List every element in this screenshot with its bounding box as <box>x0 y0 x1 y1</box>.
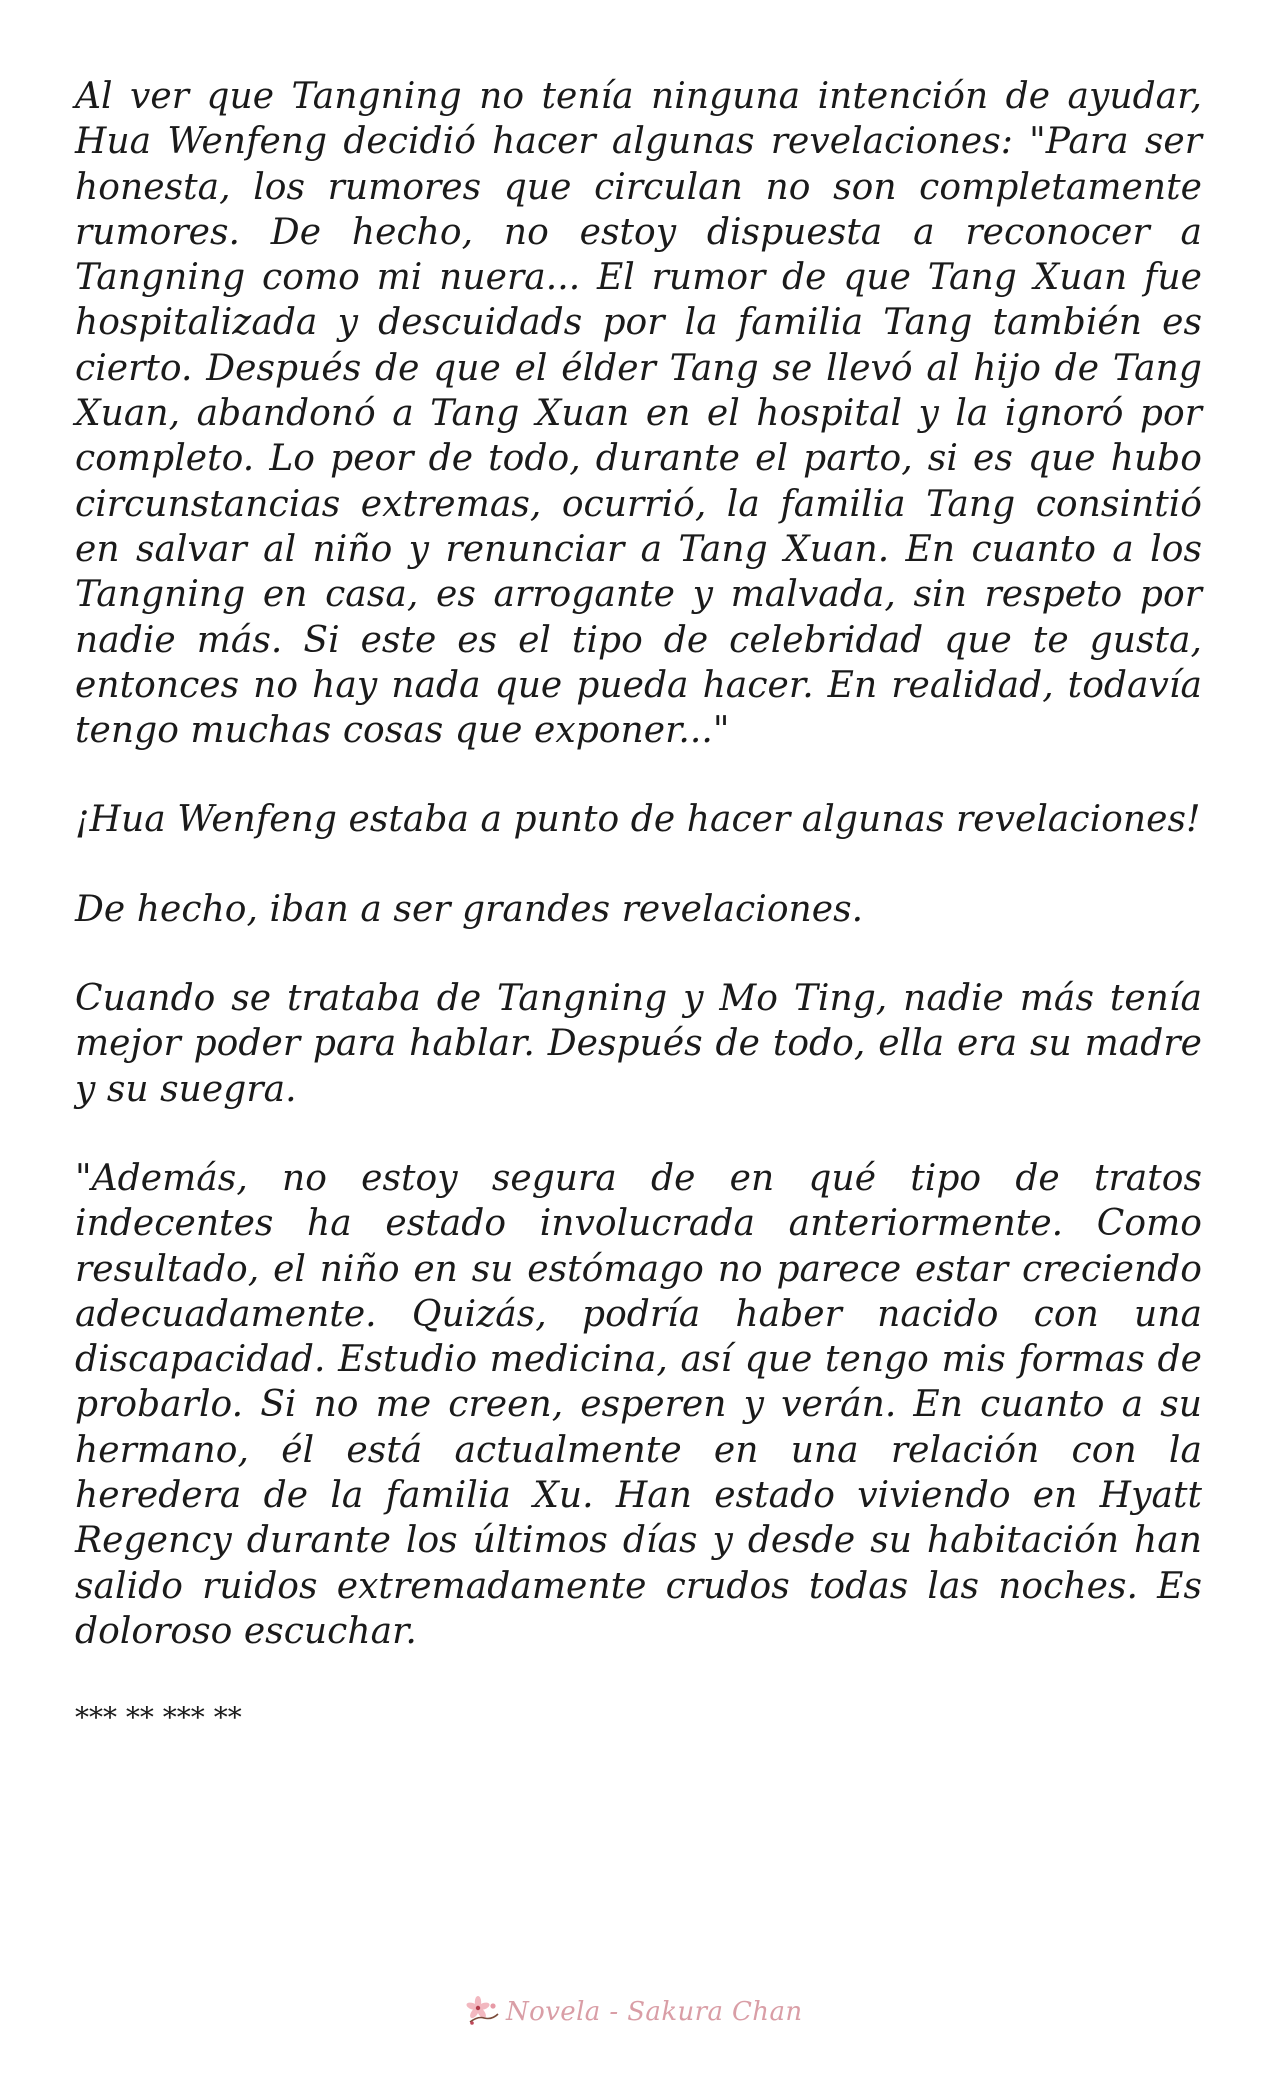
paragraph: Al ver que Tangning no tenía ninguna intención de ayudar, Hua Wenfeng decidió hacer algunas revelaciones: "Para ser honesta, los rumores que circulan no son completamente rumores. De hecho, no estoy dispuesta a reconocer a Tangning como mi nuera... El rumor de que Tang Xuan fue hospitalizada y descuidads por la familia Tang también es cierto. Después de que el élder Tang se llevó al hijo de Tang Xuan, abandonó a Tang Xuan en el hospital y la ignoró por completo. Lo peor de todo, durante el parto, si es que hubo circunstancias extremas, ocurrió, la familia Tang consintió en salvar al niño y renunciar a Tang Xuan. En cuanto a los Tangning en casa, es arrogante y malvada, sin respeto por nadie más. Si este es el tipo de celebridad que te gusta, entonces no hay nada que pueda hacer. En realidad, todavía tengo muchas cosas que exponer..." <box>75 76 1202 752</box>
chapter-text <box>75 74 1202 1738</box>
paragraph: Cuando se trataba de Tangning y Mo Ting, nadie más tenía mejor poder para hablar. Después de todo, ella era su madre y su suegra. <box>75 978 1202 1110</box>
section-separator: *** ** *** ** <box>75 1701 242 1735</box>
paragraph: De hecho, iban a ser grandes revelaciones. <box>75 888 864 930</box>
paragraph: "Además, no estoy segura de en qué tipo de tratos indecentes ha estado involucrada anteriormente. Como resultado, el niño en su estómago no parece estar creciendo adecuadamente. Quizás, podría haber nacido con una discapacidad. Estudio medicina, así que tengo mis formas de probarlo. Si no me creen, esperen y verán. En cuanto a su hermano, él está actualmente en una relación con la heredera de la familia Xu. Han estado viviendo en Hyatt Regency durante los últimos días y desde su habitación han salido ruidos extremadamente crudos todas las noches. Es doloroso escuchar. <box>75 1157 1202 1652</box>
watermark-text: Novela - Sakura Chan <box>506 1997 803 2027</box>
sakura-flower-icon <box>462 1992 502 2032</box>
paragraph: ¡Hua Wenfeng estaba a punto de hacer algunas revelaciones! <box>75 799 1201 841</box>
watermark <box>462 1992 803 2032</box>
